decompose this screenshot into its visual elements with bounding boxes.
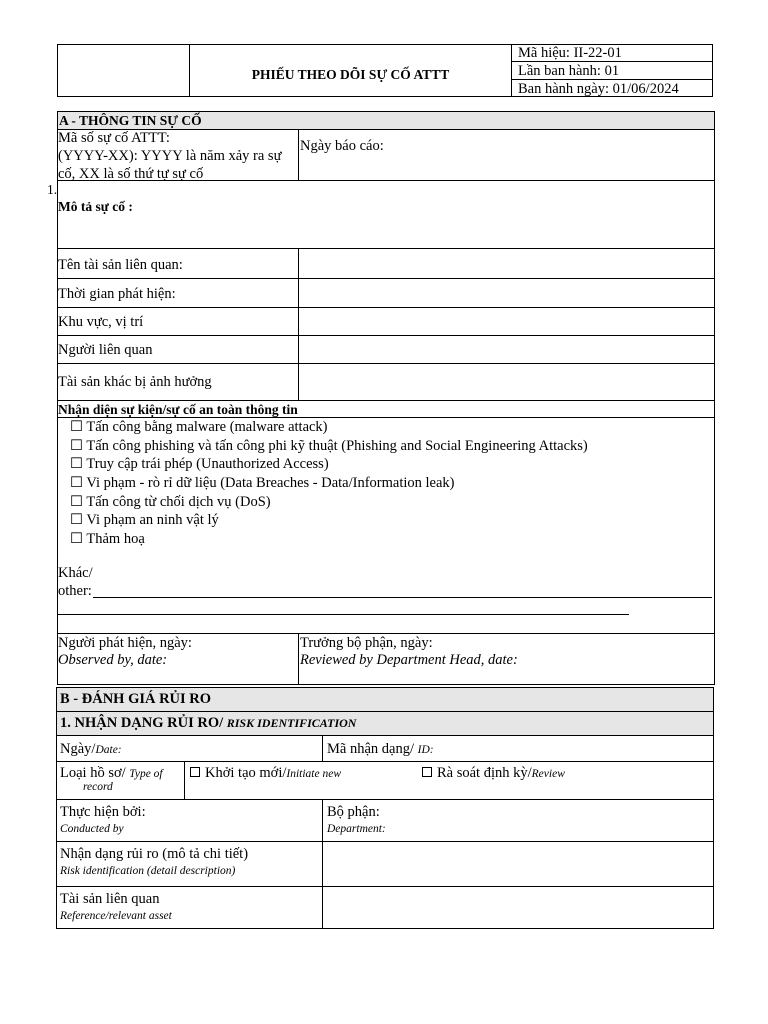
form-code: Mã hiệu: II-22-01 xyxy=(518,45,622,61)
checkbox-icon[interactable]: ☐ xyxy=(70,456,83,472)
report-date-label: Ngày báo cáo: xyxy=(300,138,384,154)
other-label-en: other: xyxy=(58,583,92,599)
affected-assets-label: Tài sản khác bị ảnh hưởng xyxy=(58,374,212,390)
record-type-label: Loại hồ sơ/ Type of xyxy=(60,765,163,781)
section-b-title: B - ĐÁNH GIÁ RỦI RO xyxy=(60,691,212,707)
risk-identification-title: 1. NHẬN DẠNG RỦI RO/ RISK IDENTIFICATION xyxy=(60,715,357,731)
section-a-title: A - THÔNG TIN SỰ CỐ xyxy=(59,113,202,128)
reviewer-label: Trưởng bộ phận, ngày: xyxy=(300,635,433,651)
id-label: Mã nhận dạng/ ID: xyxy=(327,741,434,757)
periodic-review-checkbox[interactable]: Rà soát định kỳ/Review xyxy=(422,764,565,783)
relevant-asset-label: Tài sản liên quan xyxy=(60,891,160,907)
conducted-by-label: Thực hiện bởi: xyxy=(60,804,146,820)
location-label: Khu vực, vị trí xyxy=(58,314,144,330)
checkbox-icon[interactable]: ☐ xyxy=(70,494,83,510)
conducted-by-label-en: Conducted by xyxy=(60,823,124,835)
record-type-label-en: record xyxy=(83,781,113,793)
checkbox-icon[interactable]: ☐ xyxy=(70,438,83,454)
checkbox-item-dos[interactable]: ☐ Tấn công từ chối dịch vụ (DoS) xyxy=(70,494,271,510)
identify-title: Nhận diện sự kiện/sự cố an toàn thông tin xyxy=(58,402,298,417)
observer-label-en: Observed by, date: xyxy=(58,652,168,668)
reviewer-label-en: Reviewed by Department Head, date: xyxy=(300,652,518,668)
department-label-en: Department: xyxy=(327,823,386,835)
date-label: Ngày/Date: xyxy=(60,741,122,757)
checkbox-item-data-breach[interactable]: ☐ Vi phạm - rò rỉ dữ liệu (Data Breaches - Data/Information leak) xyxy=(70,475,455,491)
risk-id-label-en: Risk identification (detail description) xyxy=(60,865,236,877)
incident-id-label: Mã số sự cố ATTT: xyxy=(58,130,170,146)
form-title: PHIẾU THEO DÕI SỰ CỐ ATTT xyxy=(251,67,450,82)
form-issue-date: Ban hành ngày: 01/06/2024 xyxy=(518,81,679,97)
asset-row-label: Tên tài sản liên quan: xyxy=(58,257,183,273)
checkbox-item-disaster[interactable]: ☐ Thảm hoạ xyxy=(70,531,145,547)
description-label: Mô tả sự cố : xyxy=(58,199,133,214)
incident-id-hint: (YYYY-XX): YYYY là năm xảy ra sự cố, XX là số thứ tự sự cố xyxy=(58,148,282,182)
initiate-new-checkbox[interactable]: Khởi tạo mới/Initiate new xyxy=(190,764,341,783)
list-number: 1. xyxy=(47,182,58,197)
checkbox-item-unauthorized[interactable]: ☐ Truy cập trái phép (Unauthorized Access) xyxy=(70,456,329,472)
department-label: Bộ phận: xyxy=(327,804,380,820)
checkbox-icon[interactable]: ☐ xyxy=(70,475,83,491)
checkbox-icon[interactable]: ☐ xyxy=(70,512,83,528)
detection-time-label: Thời gian phát hiện: xyxy=(58,286,176,302)
form-edition: Lần ban hành: 01 xyxy=(518,63,620,79)
risk-id-label: Nhận dạng rủi ro (mô tả chi tiết) xyxy=(60,846,249,862)
checkbox-item-malware[interactable]: ☐ Tấn công bằng malware (malware attack) xyxy=(70,419,328,435)
other-label: Khác/ xyxy=(58,565,93,581)
section-a-table xyxy=(57,111,715,685)
checkbox-icon[interactable] xyxy=(190,767,200,777)
other-line-1[interactable] xyxy=(93,597,712,598)
other-line-2[interactable] xyxy=(58,614,629,615)
checkbox-item-physical[interactable]: ☐ Vi phạm an ninh vật lý xyxy=(70,512,219,528)
checkbox-icon[interactable]: ☐ xyxy=(70,531,83,547)
checkbox-icon[interactable]: ☐ xyxy=(70,419,83,435)
observer-label: Người phát hiện, ngày: xyxy=(58,635,192,651)
relevant-asset-label-en: Reference/relevant asset xyxy=(60,910,172,922)
checkbox-item-phishing[interactable]: ☐ Tấn công phishing và tấn công phi kỹ thuật (Phishing and Social Engineering Attacks) xyxy=(70,438,588,454)
related-person-label: Người liên quan xyxy=(58,342,153,358)
checkbox-icon[interactable] xyxy=(422,767,432,777)
